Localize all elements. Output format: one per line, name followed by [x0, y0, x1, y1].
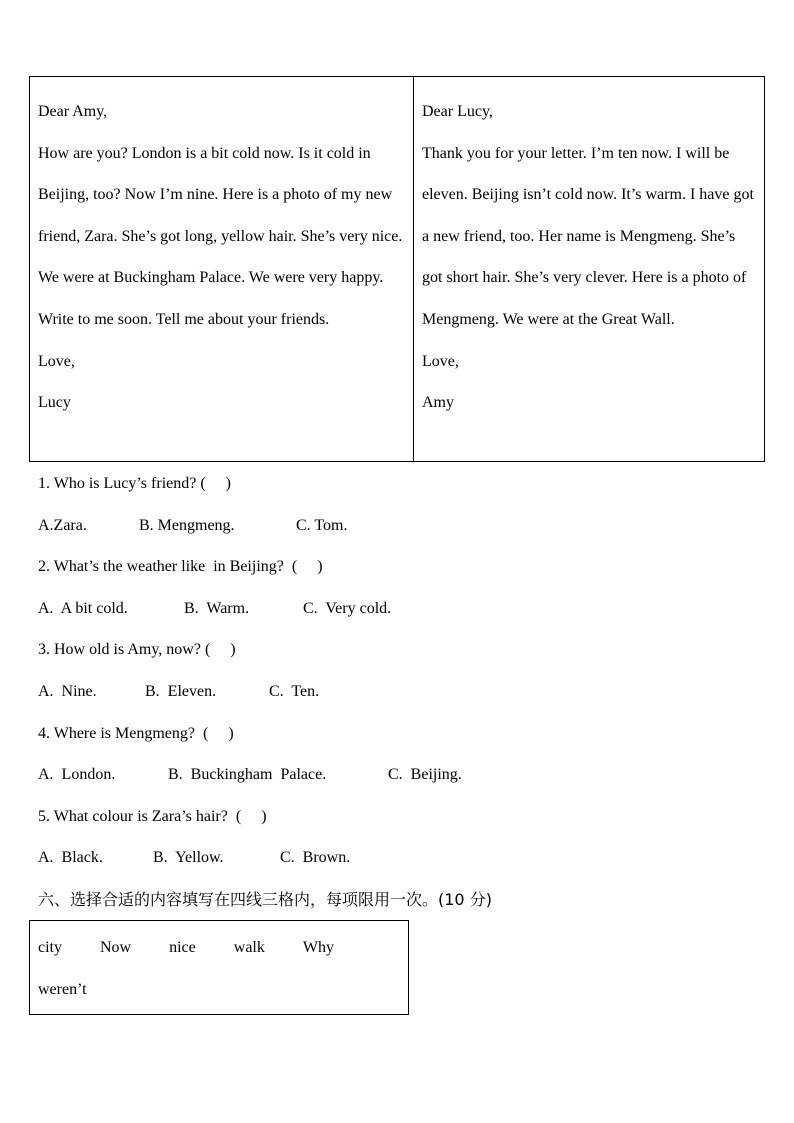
letter-body: How are you? London is a bit cold now. Is it cold in Beijing, too? Now I’m nine. Here is a photo of my new friend, Zara. She’s got long, yellow hair. She’s very nice. We were at Buckingham Palace. We were very happy. Write to me soon. Tell me about your friends.	[38, 144, 403, 328]
question-2-options	[38, 588, 768, 630]
question-5-options	[38, 837, 768, 879]
questions	[38, 463, 768, 879]
question-1-options	[38, 505, 768, 547]
question-1: 1. Who is Lucy’s friend? ( )	[38, 475, 231, 492]
option-a[interactable]: A. Black.	[38, 849, 103, 867]
word-bank-row	[38, 969, 400, 1011]
letters-table	[29, 76, 765, 462]
word-walk: walk	[233, 939, 265, 956]
question-3-options	[38, 671, 768, 713]
option-b[interactable]: B. Mengmeng.	[139, 516, 235, 534]
option-b[interactable]: B. Yellow.	[153, 849, 224, 867]
option-a[interactable]: A. Nine.	[38, 682, 97, 700]
letter-from-lucy	[30, 77, 414, 461]
letter-from-amy	[414, 77, 764, 461]
section-six-title: 六、选择合适的内容填写在四线三格内，每项限用一次。(10 分)	[38, 890, 492, 909]
option-c[interactable]: C. Ten.	[269, 682, 320, 700]
letter-greeting: Dear Amy,	[38, 103, 108, 120]
word-bank-row	[38, 927, 400, 969]
option-c[interactable]: C. Beijing.	[388, 766, 462, 784]
letter-closing: Love,	[422, 352, 459, 370]
option-b[interactable]: B. Warm.	[184, 599, 250, 617]
letter-body: Thank you for your letter. I’m ten now. I will be eleven. Beijing isn’t cold now. It’s warm. I have got a new friend, too. Her name is Mengmeng. She’s got short hair. She’s very clever. Here is a photo of Mengmeng. We were at the Great Wall.	[422, 144, 754, 328]
question-2: 2. What’s the weather like in Beijing? ( )	[38, 558, 323, 576]
letter-signature: Amy	[422, 394, 454, 412]
question-4: 4. Where is Mengmeng? ( )	[38, 724, 234, 742]
option-a[interactable]: A. A bit cold.	[38, 599, 128, 617]
option-b[interactable]: B. Eleven.	[145, 682, 217, 700]
question-5: 5. What colour is Zara’s hair? ( )	[38, 807, 267, 825]
question-3: 3. How old is Amy, now? ( )	[38, 641, 236, 659]
option-c[interactable]: C. Very cold.	[303, 599, 392, 617]
question-4-options	[38, 754, 768, 796]
letter-greeting: Dear Lucy,	[422, 103, 493, 120]
word-why: Why	[302, 939, 334, 956]
letter-signature: Lucy	[38, 394, 71, 412]
word-nice: nice	[169, 939, 196, 956]
option-a[interactable]: A.Zara.	[38, 516, 87, 534]
option-c[interactable]: C. Tom.	[296, 516, 348, 534]
option-a[interactable]: A. London.	[38, 766, 116, 784]
word-city: city	[38, 939, 62, 956]
word-werent: weren’t	[38, 980, 87, 998]
word-now: Now	[100, 939, 132, 956]
letter-closing: Love,	[38, 352, 75, 370]
word-bank	[29, 920, 409, 1015]
option-b[interactable]: B. Buckingham Palace.	[168, 766, 327, 784]
option-c[interactable]: C. Brown.	[280, 849, 351, 867]
